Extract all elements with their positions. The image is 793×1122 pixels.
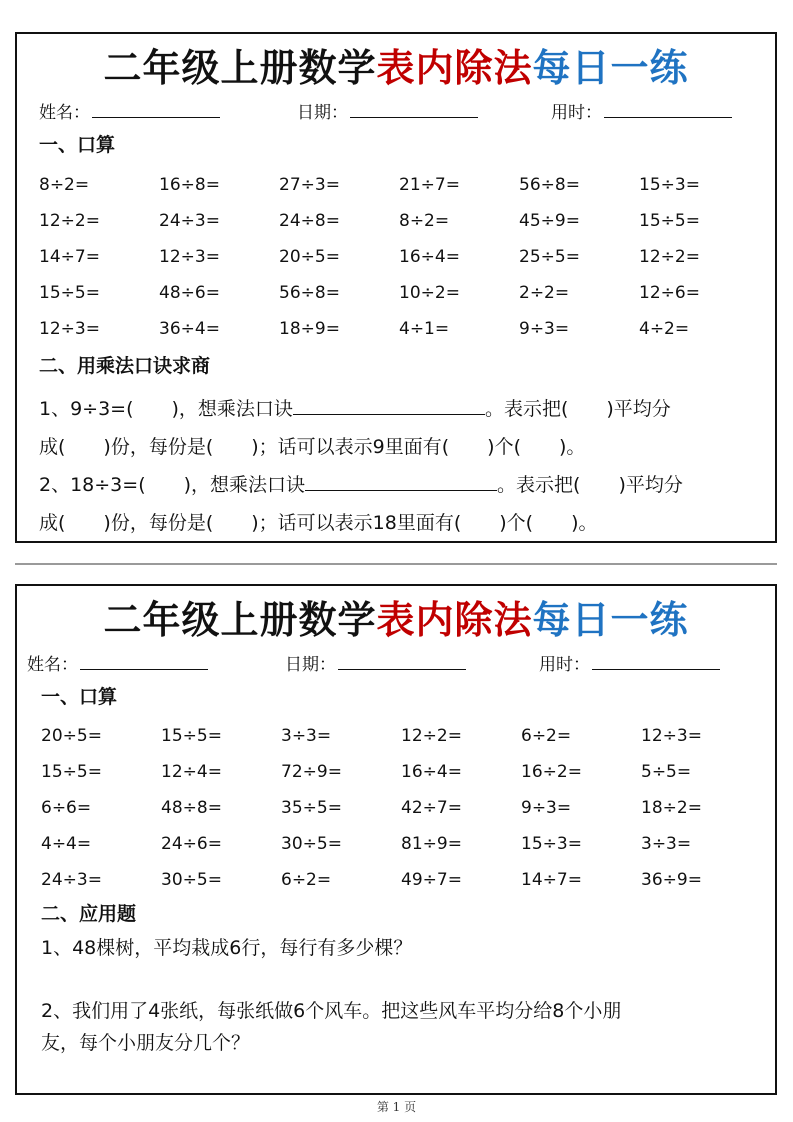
problem: 4÷1=: [399, 319, 450, 339]
problem: 4÷4=: [41, 834, 92, 854]
problem: 45÷9=: [519, 211, 580, 231]
problem: 16÷8=: [159, 175, 220, 195]
page-number: 第 1 页: [376, 1100, 417, 1114]
problem: 18÷9=: [279, 319, 340, 339]
problem: 25÷5=: [519, 247, 580, 267]
name-field: [39, 98, 220, 123]
name-label: 姓名：: [27, 655, 78, 675]
problem: 27÷3=: [279, 175, 340, 195]
title-part-red: 表内除法: [376, 598, 533, 642]
problem: 12÷6=: [639, 283, 700, 303]
question-1-text-b: 。表示把( )平均分: [484, 398, 671, 420]
problem: 42÷7=: [401, 798, 462, 818]
problem: 15÷5=: [39, 283, 100, 303]
problem: 8÷2=: [39, 175, 90, 195]
problem: 6÷2=: [281, 870, 332, 890]
problem: 16÷4=: [399, 247, 460, 267]
problem: 15÷3=: [521, 834, 582, 854]
title-part-blue: 每日一练: [532, 46, 689, 90]
time-label: 用时：: [551, 103, 602, 123]
date-field: [297, 98, 478, 123]
problem: 21÷7=: [399, 175, 460, 195]
answer-blank[interactable]: [305, 472, 497, 491]
date-blank[interactable]: [350, 99, 478, 118]
title-part-black: 二年级上册数学: [103, 598, 377, 642]
problem: 81÷9=: [401, 834, 462, 854]
problem: 36÷4=: [159, 319, 220, 339]
problem: 14÷7=: [521, 870, 582, 890]
problem: 12÷2=: [639, 247, 700, 267]
problem: 2÷2=: [519, 283, 570, 303]
problem: 35÷5=: [281, 798, 342, 818]
problem: 10÷2=: [399, 283, 460, 303]
question-1-line-2: 成( )份，每份是( )；话可以表示9里面有( )个( )。: [39, 436, 586, 458]
problem: 12÷3=: [159, 247, 220, 267]
problem: 4÷2=: [639, 319, 690, 339]
question-2-text-b: 。表示把( )平均分: [497, 474, 683, 496]
problem: 9÷3=: [519, 319, 570, 339]
date-blank[interactable]: [338, 651, 466, 670]
date-field: [285, 650, 466, 675]
problem: 6÷2=: [521, 726, 572, 746]
date-label: 日期：: [297, 103, 348, 123]
name-blank[interactable]: [80, 651, 208, 670]
time-field: [551, 98, 732, 123]
word-problem-2-line-1: 2、我们用了4张纸，每张纸做6个风车。把这些风车平均分给8个小朋: [41, 1000, 622, 1022]
problem: 18÷2=: [641, 798, 702, 818]
problem: 15÷3=: [639, 175, 700, 195]
question-1-line-1: [39, 394, 671, 421]
section-oral-calc-title: 一、口算: [39, 134, 116, 156]
problem: 6÷6=: [41, 798, 92, 818]
title-part-blue: 每日一练: [532, 598, 689, 642]
section-multiplication-title: 二、用乘法口诀求商: [39, 355, 211, 377]
problem: 8÷2=: [399, 211, 450, 231]
question-2-line-1: [39, 470, 683, 497]
title-part-red: 表内除法: [376, 46, 533, 90]
problem: 24÷6=: [161, 834, 222, 854]
problem: 12÷3=: [641, 726, 702, 746]
problem: 15÷5=: [161, 726, 222, 746]
problem: 20÷5=: [279, 247, 340, 267]
sheet2-title: [17, 594, 775, 646]
name-blank[interactable]: [92, 99, 220, 118]
problem: 12÷4=: [161, 762, 222, 782]
sheet-divider: [15, 563, 777, 565]
section-oral-calc-title: 一、口算: [41, 686, 118, 708]
name-label: 姓名：: [39, 103, 90, 123]
problem: 48÷6=: [159, 283, 220, 303]
question-2-line-2: 成( )份，每份是( )；话可以表示18里面有( )个( )。: [39, 512, 598, 534]
problem: 5÷5=: [641, 762, 692, 782]
time-label: 用时：: [539, 655, 590, 675]
problem: 3÷3=: [281, 726, 332, 746]
problem: 24÷3=: [41, 870, 102, 890]
problem: 49÷7=: [401, 870, 462, 890]
worksheet-1: [15, 32, 777, 543]
problem: 15÷5=: [639, 211, 700, 231]
question-1-text-a: 1、9÷3=( )，想乘法口诀: [39, 398, 293, 420]
problem: 9÷3=: [521, 798, 572, 818]
title-part-black: 二年级上册数学: [103, 46, 377, 90]
problem: 20÷5=: [41, 726, 102, 746]
time-field: [539, 650, 720, 675]
word-problem-1: 1、48棵树，平均栽成6行，每行有多少棵？: [41, 937, 413, 959]
problem: 3÷3=: [641, 834, 692, 854]
answer-blank[interactable]: [293, 396, 485, 415]
problem-grid: [41, 725, 761, 905]
problem: 30÷5=: [161, 870, 222, 890]
time-blank[interactable]: [604, 99, 732, 118]
problem: 16÷2=: [521, 762, 582, 782]
worksheet-2: [15, 584, 777, 1095]
problem-grid: [39, 174, 759, 354]
problem: 56÷8=: [279, 283, 340, 303]
sheet1-title: [17, 42, 775, 94]
problem: 56÷8=: [519, 175, 580, 195]
problem: 36÷9=: [641, 870, 702, 890]
problem: 72÷9=: [281, 762, 342, 782]
problem: 15÷5=: [41, 762, 102, 782]
problem: 12÷3=: [39, 319, 100, 339]
time-blank[interactable]: [592, 651, 720, 670]
section-word-problems-title: 二、应用题: [41, 903, 137, 925]
problem: 16÷4=: [401, 762, 462, 782]
date-label: 日期：: [285, 655, 336, 675]
name-field: [27, 650, 208, 675]
problem: 24÷8=: [279, 211, 340, 231]
problem: 48÷8=: [161, 798, 222, 818]
problem: 14÷7=: [39, 247, 100, 267]
problem: 24÷3=: [159, 211, 220, 231]
problem: 12÷2=: [39, 211, 100, 231]
problem: 12÷2=: [401, 726, 462, 746]
question-2-text-a: 2、18÷3=( )，想乘法口诀: [39, 474, 306, 496]
problem: 30÷5=: [281, 834, 342, 854]
word-problem-2-line-2: 友，每个小朋友分几个？: [41, 1032, 251, 1054]
